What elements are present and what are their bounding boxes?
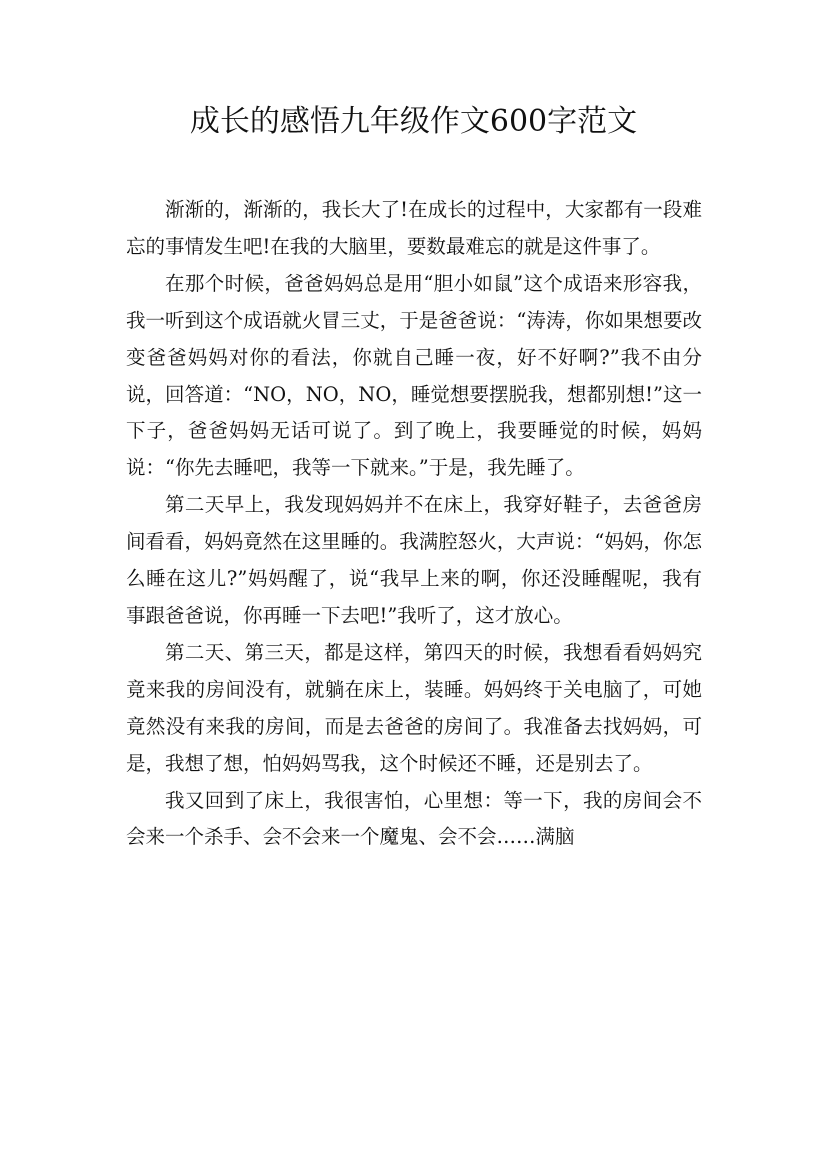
paragraph: 第二天、第三天，都是这样，第四天的时候，我想看看妈妈究竟来我的房间没有，就躺在床上，装睡。妈妈终于关电脑了，可她竟然没有来我的房间，而是去爸爸的房间了。我准备去找妈妈，可是，我想了想，怕妈妈骂我，这个时候还不睡，还是别去了。 [126, 640, 702, 775]
paragraph: 渐渐的，渐渐的，我长大了!在成长的过程中，大家都有一段难忘的事情发生吧!在我的大脑里，要数最难忘的就是这件事了。 [126, 198, 702, 258]
paragraph: 第二天早上，我发现妈妈并不在床上，我穿好鞋子，去爸爸房间看看，妈妈竟然在这里睡的。我满腔怒火，大声说：“妈妈，你怎么睡在这儿?”妈妈醒了，说“我早上来的啊，你还没睡醒呢，我有事跟爸爸说，你再睡一下去吧!”我听了，这才放心。 [126, 493, 702, 627]
paragraph: 在那个时候，爸爸妈妈总是用“胆小如鼠”这个成语来形容我，我一听到这个成语就火冒三丈，于是爸爸说：“涛涛，你如果想要改变爸爸妈妈对你的看法，你就自己睡一夜，好不好啊?”我不由分说，回答道：“NO，NO，NO，睡觉想要摆脱我，想都别想!”这一下子，爸爸妈妈无话可说了。到了晚上，我要睡觉的时候，妈妈说：“你先去睡吧，我等一下就来。”于是，我先睡了。 [126, 271, 702, 480]
document-title: 成长的感悟九年级作文600字范文 [189, 104, 638, 139]
document-body [126, 192, 702, 856]
paragraph: 我又回到了床上，我很害怕，心里想：等一下，我的房间会不会来一个杀手、会不会来一个魔鬼、会不会……满脑 [126, 788, 702, 849]
